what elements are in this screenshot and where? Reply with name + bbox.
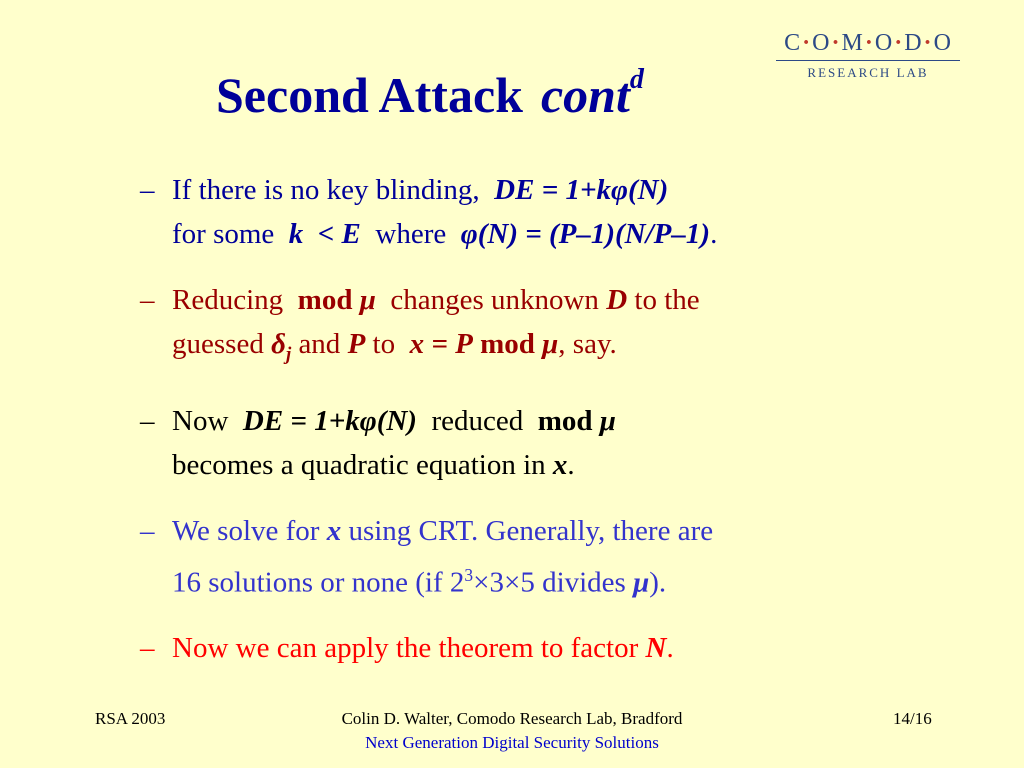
- footer-author: [0, 709, 1024, 753]
- bullet-dash: –: [140, 514, 155, 547]
- footer-conference: RSA 2003: [95, 709, 166, 728]
- var-n: N: [645, 632, 667, 665]
- bullet-crt: [140, 509, 900, 605]
- logo-letter: O: [812, 30, 831, 56]
- exponent: 3: [464, 564, 474, 585]
- var-mu: μ: [599, 404, 616, 437]
- logo-dot: ·: [864, 30, 874, 56]
- var-mu: μ: [542, 328, 559, 360]
- bullet-text: Now: [172, 404, 229, 437]
- punctuation: .: [666, 632, 674, 665]
- mod-keyword: mod: [480, 328, 535, 360]
- bullet-text: If there is no key blinding,: [172, 174, 480, 206]
- var-x: x: [326, 514, 342, 547]
- inequality: < E: [317, 218, 361, 250]
- bullet-key-blinding: [140, 168, 900, 256]
- logo-letter: O: [933, 30, 952, 56]
- punctuation: ).: [649, 566, 667, 599]
- bullet-dash: –: [140, 284, 155, 316]
- bullet-text: becomes a quadratic equation in: [172, 448, 546, 481]
- bullet-dash: –: [140, 404, 155, 437]
- bullet-reducing: [140, 278, 900, 377]
- bullet-text: and: [298, 328, 341, 360]
- var-k: k: [288, 218, 304, 250]
- title-cont-superscript: d: [629, 64, 644, 96]
- bullet-dash: –: [140, 632, 155, 665]
- bullet-text: where: [375, 218, 447, 250]
- bullet-text: for some: [172, 218, 275, 250]
- bullet-text: reduced: [431, 404, 524, 437]
- bullet-text: 16 solutions or none (if 2: [172, 566, 465, 599]
- bullet-text: changes unknown: [390, 284, 599, 316]
- logo-wordmark: [748, 30, 988, 57]
- bullet-list: [140, 168, 900, 670]
- logo-dot: ·: [923, 30, 933, 56]
- logo-dot: ·: [802, 30, 812, 56]
- logo-dot: ·: [831, 30, 841, 56]
- equation-de: DE = 1+kφ(N): [494, 174, 669, 206]
- slide-title: [216, 66, 644, 124]
- bullet-text: guessed: [172, 328, 264, 360]
- slide-number: 14/16: [893, 709, 932, 728]
- title-cont-word: cont: [540, 67, 630, 123]
- equation-de: DE = 1+kφ(N): [242, 404, 417, 437]
- logo-letter: O: [874, 30, 894, 56]
- logo-divider: [776, 60, 960, 61]
- bullet-text: , say.: [558, 328, 617, 360]
- logo-letter: C: [784, 30, 802, 56]
- var-mu: μ: [359, 284, 376, 316]
- var-x: x: [552, 448, 568, 481]
- footer-author-line: Colin D. Walter, Comodo Research Lab, Bradford: [341, 709, 683, 728]
- var-d: D: [606, 284, 628, 316]
- logo-subtitle: RESEARCH LAB: [807, 65, 929, 80]
- subscript-j: j: [285, 343, 292, 365]
- mod-keyword: mod: [297, 284, 353, 316]
- var-mu: μ: [633, 566, 650, 599]
- bullet-text: to: [372, 328, 396, 360]
- bullet-factor: [140, 626, 900, 670]
- logo-dot: ·: [894, 30, 904, 56]
- bullet-dash: –: [140, 174, 155, 206]
- logo-letter: M: [841, 30, 864, 56]
- bullet-text: using CRT. Generally, there are: [348, 514, 714, 547]
- bullet-text: Now we can apply the theorem to factor: [172, 632, 639, 665]
- logo-letter: D: [904, 30, 923, 56]
- footer-tagline: Next Generation Digital Security Solutions: [365, 733, 659, 752]
- var-delta: δ: [271, 328, 286, 360]
- title-main: Second Attack: [216, 67, 523, 123]
- punctuation: .: [710, 218, 718, 250]
- mod-keyword: mod: [537, 404, 593, 437]
- bullet-text: to the: [634, 284, 700, 316]
- var-p: P: [347, 328, 366, 360]
- bullet-text: Reducing: [172, 284, 284, 316]
- bullet-text: We solve for: [172, 514, 320, 547]
- comodo-logo: [748, 30, 988, 81]
- var-delta-j: [271, 328, 292, 365]
- equation-phi: φ(N) = (P–1)(N/P–1): [460, 218, 711, 250]
- punctuation: .: [567, 448, 575, 481]
- bullet-quadratic: [140, 399, 900, 487]
- bullet-text: ×3×5 divides: [473, 566, 626, 599]
- title-cont: [540, 64, 644, 123]
- equation-x: x = P: [409, 328, 473, 360]
